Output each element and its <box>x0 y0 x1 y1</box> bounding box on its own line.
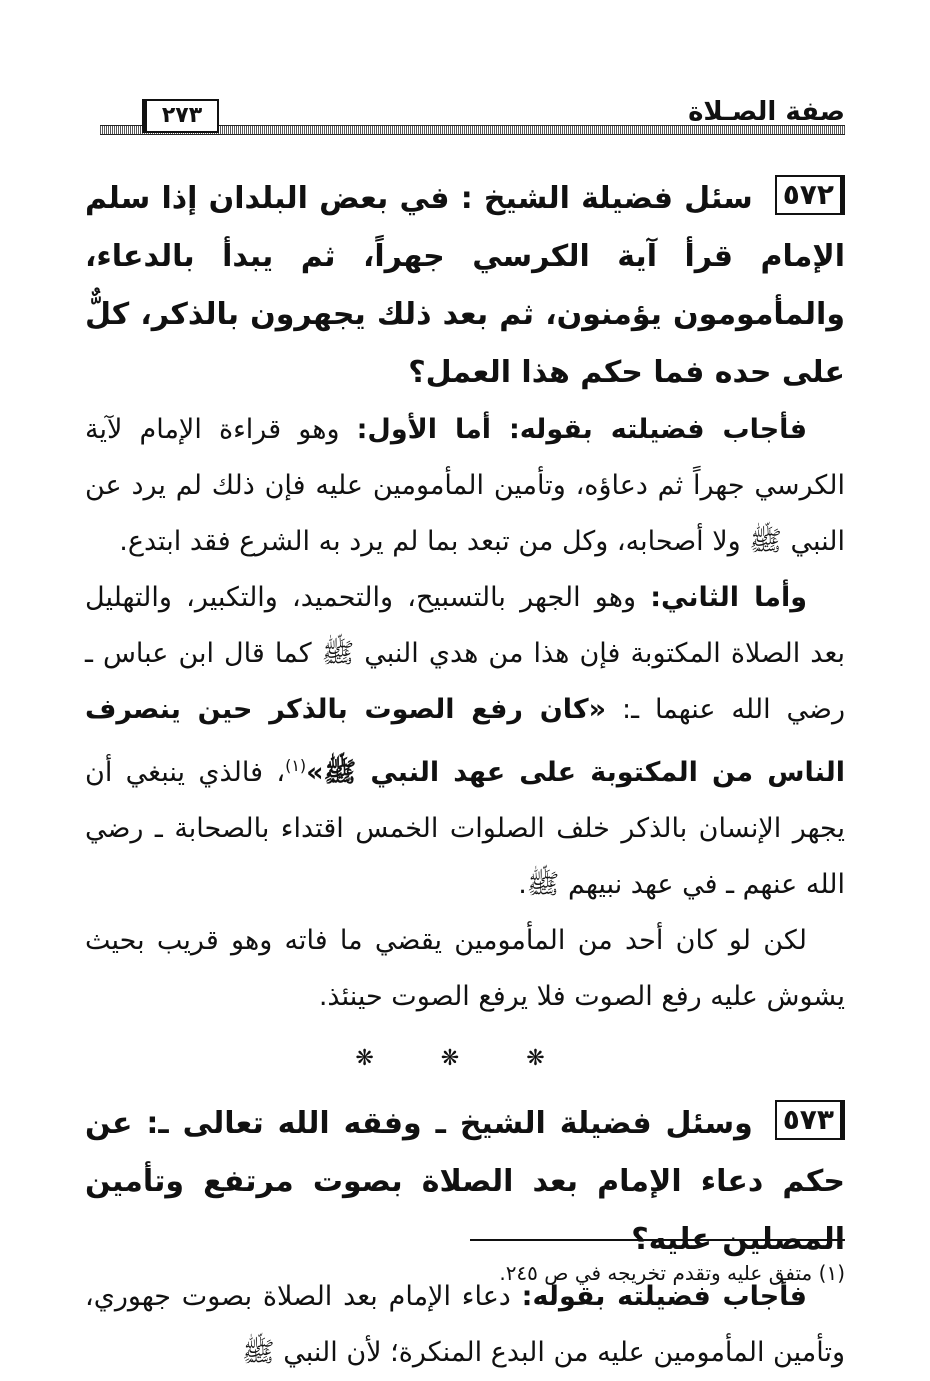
question-572-text: سئل فضيلة الشيخ : في بعض البلدان إذا سلم الإمام قرأ آية الكرسي جهراً، ثم يبدأ بالدعاء، والمأمومون يؤمنون، ثم بعد ذلك يجهرون بالذكر، كلٌّ على حده فما حكم هذا العمل؟ <box>85 181 845 390</box>
answer-572-text-3: ، فالذي ينبغي أن يجهر الإنسان بالذكر خلف الصلوات الخمس اقتداء بالصحابة ـ رضي الله عنهم ـ في عهد نبيهم ﷺ. <box>85 757 845 900</box>
answer-573-text: دعاء الإمام بعد الصلاة بصوت جهوري، وتأمين المأمومين عليه من البدع المنكرة؛ لأن النبي ﷺ <box>85 1281 845 1368</box>
answer-572-text-2: وهو الجهر بالتسبيح، والتحميد، والتكبير، والتهليل بعد الصلاة المكتوبة فإن هذا من هدي النبي ﷺ كما قال ابن عباس ـ رضي الله عنهما ـ: <box>85 582 845 725</box>
question-number-572: ٥٧٢ <box>775 175 845 215</box>
answer-572-lead: فأجاب فضيلته بقوله: أما الأول: <box>356 414 807 445</box>
section-separator: ❋ ❋ ❋ <box>355 1046 575 1071</box>
answer-573-lead: فأجاب فضيلته بقوله: <box>521 1281 807 1312</box>
page-header <box>100 95 845 137</box>
question-573 <box>85 1095 845 1269</box>
answer-572-part-2 <box>85 570 845 913</box>
answer-572-second-lead: وأما الثاني: <box>650 582 807 613</box>
chapter-title: صفة الصـلاة <box>688 97 845 127</box>
hadith-quote: «كان رفع الصوت بالذكر حين ينصرف الناس من المكتوبة على عهد النبي ﷺ» <box>85 694 846 788</box>
question-572 <box>85 170 845 402</box>
question-573-text: وسئل فضيلة الشيخ ـ وفقه الله تعالى ـ: عن حكم دعاء الإمام بعد الصلاة بصوت مرتفع وتأمين المصلين عليه؟ <box>85 1106 845 1257</box>
answer-572-part-3: لكن لو كان أحد من المأمومين يقضي ما فاته وهو قريب بحيث يشوش عليه رفع الصوت فلا يرفع الصوت حينئذ. <box>85 925 845 1012</box>
page-body <box>85 170 845 1381</box>
footnote-ref-1: (١) <box>285 756 307 775</box>
answer-572-text-1: وهو قراءة الإمام لآية الكرسي جهراً ثم دعاؤه، وتأمين المأمومين عليه فإن ذلك لم يرد عن النبي ﷺ ولا أصحابه، وكل من تبعد بما لم يرد به الشرع فقد ابتدع. <box>85 414 845 557</box>
footnote: (١) متفق عليه وتقدم تخريجه في ص ٢٤٥. <box>499 1261 845 1285</box>
answer-572-part-1 <box>85 402 845 570</box>
footnote-divider <box>470 1239 845 1241</box>
question-number-573: ٥٧٣ <box>775 1100 845 1140</box>
page-number: ٢٧٣ <box>142 99 219 133</box>
